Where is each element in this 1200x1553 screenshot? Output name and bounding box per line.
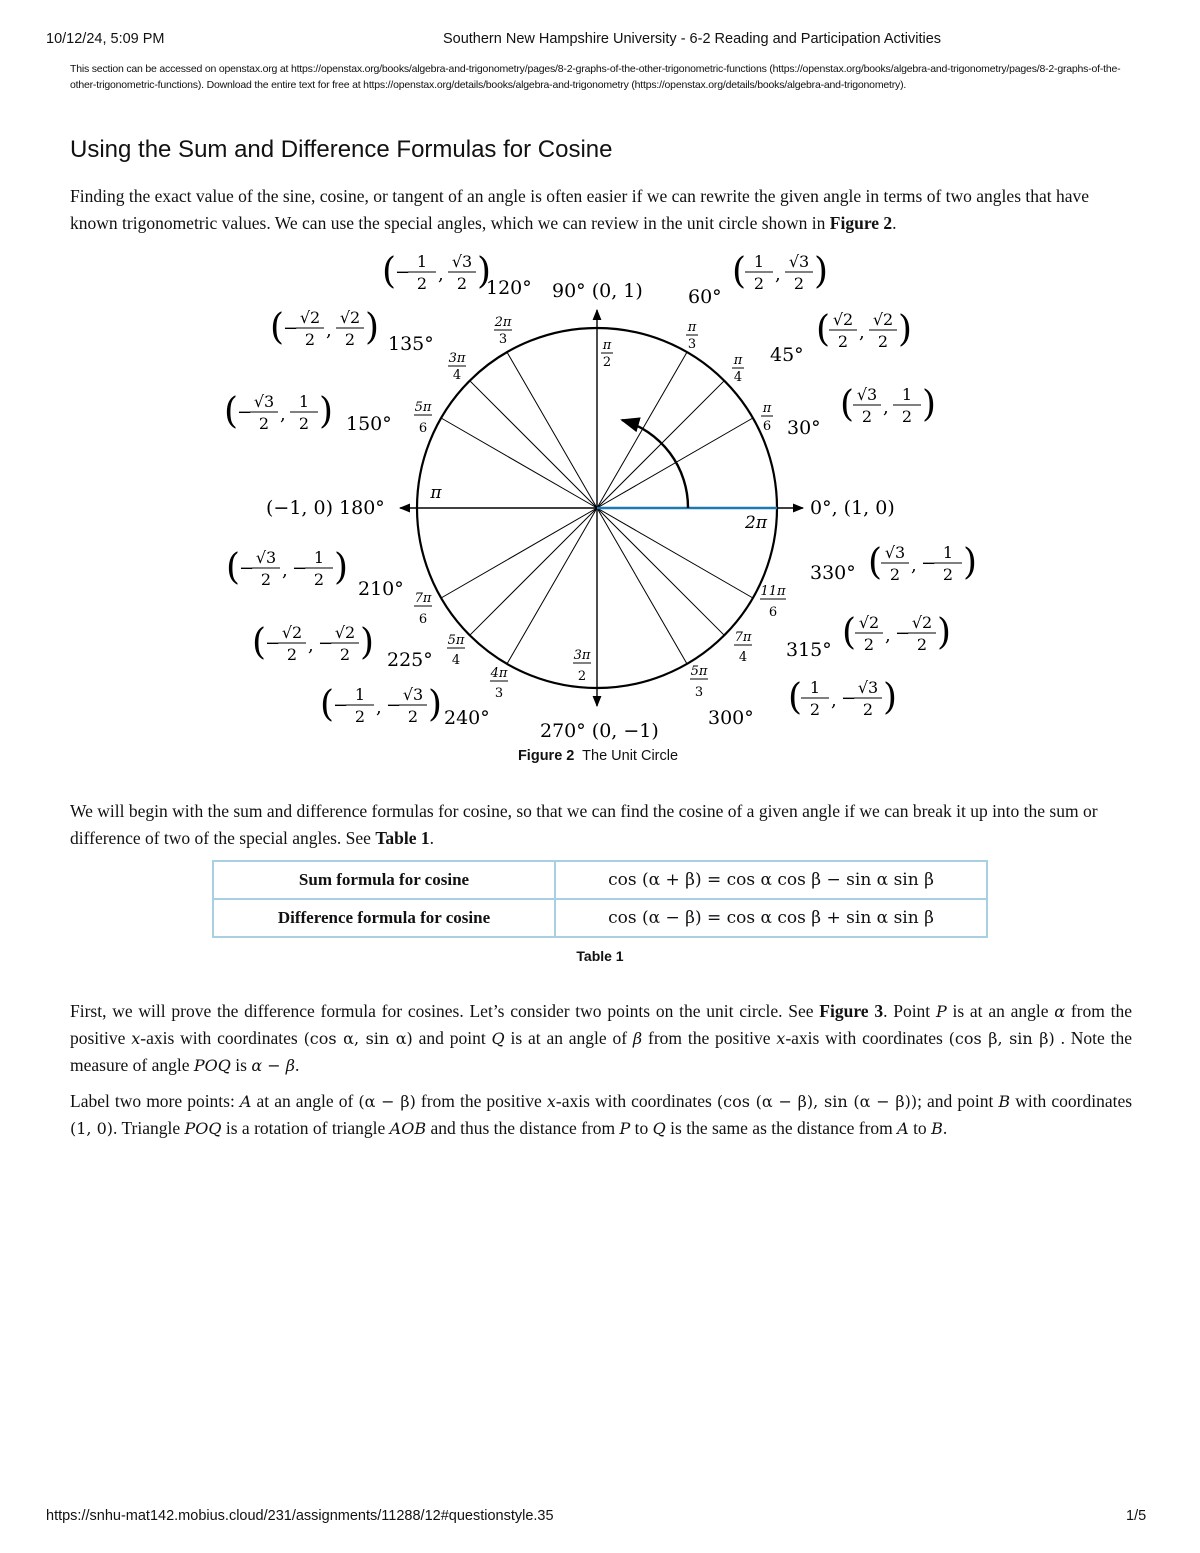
svg-text:3: 3 xyxy=(694,685,704,700)
svg-text:4π: 4π xyxy=(490,666,508,681)
coord-300-y-num: √3 xyxy=(857,678,879,697)
deg-240: 240° xyxy=(444,707,490,729)
deg-225: 225° xyxy=(387,649,433,671)
svg-text:5π: 5π xyxy=(414,400,432,415)
rad-pi-over-2 xyxy=(601,338,613,370)
coord-240-y-sign: − xyxy=(386,695,402,716)
svg-text:7π: 7π xyxy=(734,630,752,645)
coord-240-x-den: 2 xyxy=(354,707,366,726)
deg-45: 45° xyxy=(770,344,804,366)
deg-120: 120° xyxy=(486,277,532,299)
difference-formula-label: Difference formula for cosine xyxy=(213,899,555,937)
coord-30-comma: , xyxy=(883,397,889,418)
axis-label-top: 90° (0, 1) xyxy=(552,280,643,302)
coord-225-y-den: 2 xyxy=(339,645,351,664)
deg-30: 30° xyxy=(787,417,821,439)
formulas-paragraph: We will begin with the sum and difference formulas for cosine, so that we can find the cosine of a given angle if we can break it up into the sum or difference of two of the special angles. See Table 1. xyxy=(70,801,1098,848)
coord-300-x-num: 1 xyxy=(809,678,821,697)
coord-210-y-sign: − xyxy=(292,558,308,579)
sum-formula: cos (α + β) = cos α cos β − sin α sin β xyxy=(555,861,987,899)
deg-135: 135° xyxy=(388,333,434,355)
rad-7pi-over-6 xyxy=(414,591,432,627)
svg-text:11π: 11π xyxy=(760,584,786,599)
coord-135-x-den: 2 xyxy=(304,330,316,349)
coord-330-y-sign: − xyxy=(921,553,937,574)
svg-text:7π: 7π xyxy=(414,591,432,606)
coord-120-y-den: 2 xyxy=(456,274,468,293)
svg-text:π: π xyxy=(687,320,697,335)
coord-315-comma: , xyxy=(885,625,891,646)
coord-315-y-num: √2 xyxy=(911,613,933,632)
coord-150-x-sign: − xyxy=(237,402,253,423)
intro-paragraph: Finding the exact value of the sine, cosine, or tangent of an angle is often easier if we can rewrite the given angle in terms of two angles that have known trigonometric values. We can use the special angles, which we can review in the unit circle shown in Figure 2. xyxy=(70,186,1090,233)
coord-45-x-num: √2 xyxy=(832,310,854,329)
rad-pi-over-6 xyxy=(761,401,773,434)
svg-text:6: 6 xyxy=(418,612,428,627)
coord-45-open-paren: ( xyxy=(816,309,831,350)
svg-text:6: 6 xyxy=(418,421,428,436)
rad-5pi-over-4 xyxy=(447,633,465,668)
coord-315-y-sign: − xyxy=(895,623,911,644)
page-header-title: Southern New Hampshire University - 6-2 Reading and Participation Activities xyxy=(442,31,942,47)
print-date: 10/12/24, 5:09 PM xyxy=(46,31,165,47)
axis-label-left: (−1, 0) 180° xyxy=(266,497,385,519)
section-heading: Using the Sum and Difference Formulas for Cosine xyxy=(70,136,613,163)
coord-225-y-sign: − xyxy=(318,633,334,654)
table-row xyxy=(213,861,987,899)
spoke-60 xyxy=(597,352,687,508)
coord-330-close-paren: ) xyxy=(963,542,978,583)
svg-text:3: 3 xyxy=(494,686,504,701)
coord-330-y-num: 1 xyxy=(942,543,954,562)
coord-210-open-paren: ( xyxy=(226,547,241,588)
coord-330-comma: , xyxy=(911,555,917,576)
svg-text:π: π xyxy=(762,401,772,416)
coord-150-x-num: √3 xyxy=(253,392,275,411)
coord-30-x-den: 2 xyxy=(861,407,873,426)
spoke-240 xyxy=(507,508,597,664)
rad-4pi-over-3 xyxy=(490,666,508,701)
svg-text:3π: 3π xyxy=(448,351,466,366)
coord-150-comma: , xyxy=(280,404,286,425)
coord-30-close-paren: ) xyxy=(922,384,937,425)
rad-pi-over-3 xyxy=(686,320,698,352)
spoke-135 xyxy=(470,381,597,508)
coord-240-y-num: √3 xyxy=(402,685,424,704)
svg-text:3: 3 xyxy=(498,332,508,347)
label-points-paragraph: Label two more points: A at an angle of (α − β) from the positive x-axis with coordinates (cos (α − β), sin (α − β)); and point B with coordinates (1, 0). Triangle POQ is a rotation of triangle AOB and thus the distance from P to Q is the same as the distance from A to B. xyxy=(70,1091,1133,1138)
coord-60-y-den: 2 xyxy=(793,274,805,293)
source-note: This section can be accessed on openstax.org at https://openstax.org/books/algebra-and-trigonometry/pages/8-2-graphs-of-the-other-trigonometric-functions (https://openstax.org/books/algebra-and-trigonometry/pages/8-2-graphs-of-the-other-trigonometric-functions). Download the entire text for free at https://openstax.org/details/books/algebra-and-trigonometry (https://openstax.org/details/books/algebra-and-trigonometry). xyxy=(70,63,1121,91)
spoke-330 xyxy=(597,508,753,598)
spoke-210 xyxy=(441,508,597,598)
spoke-150 xyxy=(441,418,597,508)
coord-225-comma: , xyxy=(308,635,314,656)
coord-135-close-paren: ) xyxy=(365,307,380,348)
sum-formula-label: Sum formula for cosine xyxy=(213,861,555,899)
coord-315-close-paren: ) xyxy=(937,612,952,653)
coord-120-comma: , xyxy=(438,264,444,285)
coord-210-x-sign: − xyxy=(239,558,255,579)
coord-210-x-num: √3 xyxy=(255,548,277,567)
coord-60-x-den: 2 xyxy=(753,274,765,293)
coord-240-comma: , xyxy=(376,697,382,718)
rotation-arrow xyxy=(622,420,688,508)
coord-210-y-den: 2 xyxy=(313,570,325,589)
coord-60-x-num: 1 xyxy=(753,252,765,271)
coord-300-comma: , xyxy=(831,690,837,711)
coord-225-y-num: √2 xyxy=(334,623,356,642)
coord-315-x-den: 2 xyxy=(863,635,875,654)
coord-120-close-paren: ) xyxy=(477,251,492,292)
svg-text:6: 6 xyxy=(762,419,772,434)
coord-150-open-paren: ( xyxy=(224,391,239,432)
coord-225-close-paren: ) xyxy=(360,622,375,663)
deg-300: 300° xyxy=(708,707,754,729)
svg-text:4: 4 xyxy=(738,650,748,665)
svg-text:4: 4 xyxy=(733,370,743,385)
coord-120-y-num: √3 xyxy=(451,252,473,271)
coord-240-y-den: 2 xyxy=(407,707,419,726)
svg-text:π: π xyxy=(602,338,612,353)
coord-60-y-num: √3 xyxy=(788,252,810,271)
deg-150: 150° xyxy=(346,413,392,435)
figure-2-ref: Figure 2 xyxy=(829,213,893,233)
deg-210: 210° xyxy=(358,578,404,600)
axis-label-bottom: 270° (0, −1) xyxy=(540,720,659,742)
rad-2pi-over-3 xyxy=(494,315,512,347)
coord-300-x-den: 2 xyxy=(809,700,821,719)
coord-300-close-paren: ) xyxy=(883,677,898,718)
figure-3-ref: Figure 3 xyxy=(819,1001,884,1021)
coord-45-y-den: 2 xyxy=(877,332,889,351)
svg-text:3: 3 xyxy=(687,337,697,352)
difference-formula: cos (α − β) = cos α cos β + sin α sin β xyxy=(555,899,987,937)
rad-11pi-over-6 xyxy=(760,584,786,620)
svg-text:π: π xyxy=(733,353,743,368)
unit-circle-figure xyxy=(210,250,990,750)
coord-60-comma: , xyxy=(775,264,781,285)
coord-330-y-den: 2 xyxy=(942,565,954,584)
spoke-315 xyxy=(597,508,724,635)
coord-30-y-num: 1 xyxy=(901,385,913,404)
coord-45-y-num: √2 xyxy=(872,310,894,329)
svg-text:2π: 2π xyxy=(494,315,512,330)
coord-210-x-den: 2 xyxy=(260,570,272,589)
coord-120-x-num: 1 xyxy=(416,252,428,271)
spoke-225 xyxy=(470,508,597,635)
table-caption: Table 1 xyxy=(576,948,624,964)
svg-text:3π: 3π xyxy=(573,648,591,663)
coord-225-open-paren: ( xyxy=(252,622,267,663)
svg-text:4: 4 xyxy=(452,368,462,383)
svg-text:5π: 5π xyxy=(447,633,465,648)
rad-3pi-over-4 xyxy=(448,351,466,383)
cosine-formula-table xyxy=(212,860,988,938)
coord-225-x-den: 2 xyxy=(286,645,298,664)
spoke-300 xyxy=(597,508,687,664)
coord-225-x-num: √2 xyxy=(281,623,303,642)
svg-text:4: 4 xyxy=(451,653,461,668)
coord-135-x-sign: − xyxy=(283,318,299,339)
coord-240-x-sign: − xyxy=(333,695,349,716)
coord-135-y-num: √2 xyxy=(339,308,361,327)
coord-330-open-paren: ( xyxy=(868,542,883,583)
rad-7pi-over-4 xyxy=(734,630,752,665)
coord-240-close-paren: ) xyxy=(428,684,443,725)
spoke-30 xyxy=(597,418,753,508)
coord-45-close-paren: ) xyxy=(898,309,913,350)
coord-135-open-paren: ( xyxy=(270,307,285,348)
coord-150-y-num: 1 xyxy=(298,392,310,411)
deg-330: 330° xyxy=(810,562,856,584)
coord-60-open-paren: ( xyxy=(732,251,747,292)
table-row xyxy=(213,899,987,937)
coord-60-close-paren: ) xyxy=(814,251,829,292)
rad-pi: π xyxy=(430,483,442,503)
svg-text:2: 2 xyxy=(602,355,612,370)
proof-paragraph: First, we will prove the difference formula for cosines. Let’s consider two points on the unit circle. See Figure 3. Point P is at an angle α from the positive x-axis with coordinates (cos α, sin α) and point Q is at an angle of β from the positive x-axis with coordinates (cos β, sin β) . Note the measure of angle POQ is α − β. xyxy=(70,1001,1133,1075)
rad-3pi-over-2 xyxy=(573,648,591,684)
axis-label-right: 0°, (1, 0) xyxy=(810,497,895,519)
spoke-120 xyxy=(507,352,597,508)
coord-240-x-num: 1 xyxy=(354,685,366,704)
coord-45-x-den: 2 xyxy=(837,332,849,351)
coord-330-x-den: 2 xyxy=(889,565,901,584)
coord-330-x-num: √3 xyxy=(884,543,906,562)
rad-5pi-over-3 xyxy=(690,664,708,700)
rad-pi-over-4 xyxy=(732,353,744,385)
coord-135-comma: , xyxy=(326,320,332,341)
deg-60: 60° xyxy=(688,286,722,308)
coord-315-x-num: √2 xyxy=(858,613,880,632)
svg-text:2: 2 xyxy=(577,669,587,684)
coord-300-y-den: 2 xyxy=(862,700,874,719)
coord-30-x-num: √3 xyxy=(856,385,878,404)
spoke-45 xyxy=(597,381,724,508)
coord-210-y-num: 1 xyxy=(313,548,325,567)
table-1-ref: Table 1 xyxy=(375,828,430,848)
coord-300-y-sign: − xyxy=(841,688,857,709)
coord-120-open-paren: ( xyxy=(382,251,397,292)
coord-30-y-den: 2 xyxy=(901,407,913,426)
coord-45-comma: , xyxy=(859,322,865,343)
coord-210-comma: , xyxy=(282,560,288,581)
coord-135-y-den: 2 xyxy=(344,330,356,349)
coord-150-x-den: 2 xyxy=(258,414,270,433)
coord-315-y-den: 2 xyxy=(916,635,928,654)
coord-225-x-sign: − xyxy=(265,633,281,654)
svg-text:5π: 5π xyxy=(690,664,708,679)
coord-315-open-paren: ( xyxy=(842,612,857,653)
coord-240-open-paren: ( xyxy=(320,684,335,725)
coord-120-x-den: 2 xyxy=(416,274,428,293)
rad-5pi-over-6 xyxy=(414,400,432,436)
coord-30-open-paren: ( xyxy=(840,384,855,425)
page-url[interactable]: https://snhu-mat142.mobius.cloud/231/assignments/11288/12#questionstyle.35 xyxy=(46,1508,554,1524)
coord-300-open-paren: ( xyxy=(788,677,803,718)
figure-caption: Figure 2 The Unit Circle xyxy=(517,748,679,764)
coord-120-x-sign: − xyxy=(395,262,411,283)
rad-2pi: 2π xyxy=(745,513,767,533)
page-number: 1/5 xyxy=(1126,1508,1147,1524)
deg-315: 315° xyxy=(786,639,832,661)
svg-text:6: 6 xyxy=(768,605,778,620)
coord-150-y-den: 2 xyxy=(298,414,310,433)
coord-210-close-paren: ) xyxy=(334,547,349,588)
coord-135-x-num: √2 xyxy=(299,308,321,327)
coord-150-close-paren: ) xyxy=(319,391,334,432)
